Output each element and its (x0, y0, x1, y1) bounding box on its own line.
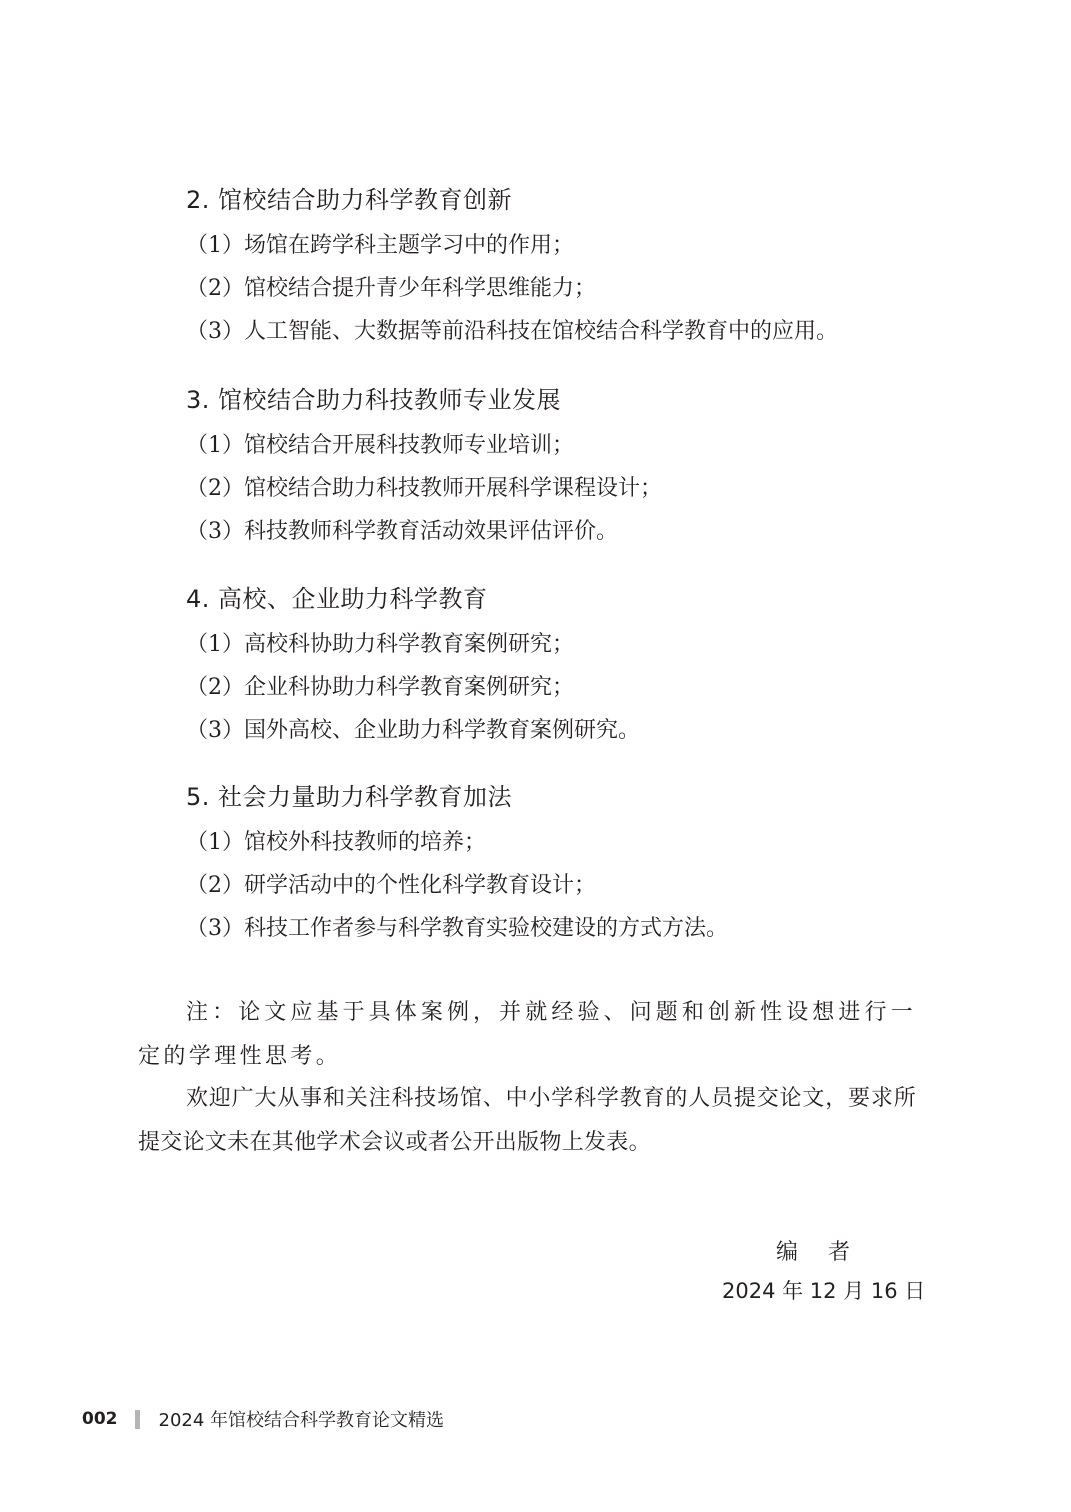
section-3 (186, 384, 926, 553)
editor-signature: 编者 (776, 1240, 881, 1265)
section-5 (186, 781, 926, 950)
list-item: （1）馆校外科技教师的培养； (186, 830, 486, 855)
list-item: （1）高校科协助力科学教育案例研究； (186, 632, 574, 657)
list-item: （2）企业科协助力科学教育案例研究； (186, 675, 574, 700)
list-item: （1）场馆在跨学科主题学习中的作用； (186, 233, 574, 258)
footer-divider (135, 1410, 140, 1429)
section-2 (186, 184, 926, 353)
page-number: 002 (82, 1409, 118, 1429)
list-item: （3）人工智能、大数据等前沿科技在馆校结合科学教育中的应用。 (186, 319, 838, 344)
section-title: 2. 馆校结合助力科学教育创新 (186, 186, 513, 214)
section-title: 4. 高校、企业助力科学教育 (186, 585, 488, 613)
book-title: 2024 年馆校结合科学教育论文精选 (158, 1410, 445, 1431)
list-item: （3）科技工作者参与科学教育实验校建设的方式方法。 (186, 916, 728, 941)
list-item: （2）馆校结合提升青少年科学思维能力； (186, 276, 596, 301)
section-title: 3. 馆校结合助力科技教师专业发展 (186, 386, 562, 414)
list-item: （2）研学活动中的个性化科学教育设计； (186, 873, 596, 898)
list-item: （3）科技教师科学教育活动效果评估评价。 (186, 519, 618, 544)
section-4 (186, 583, 926, 752)
signature-date: 2024 年 12 月 16 日 (722, 1279, 926, 1303)
note-paragraph: 注：论文应基于具体案例，并就经验、问题和创新性设想进行一定的学理性思考。 (138, 1000, 916, 1069)
page-footer (82, 1404, 444, 1434)
list-item: （2）馆校结合助力科技教师开展科学课程设计； (186, 476, 662, 501)
list-item: （3）国外高校、企业助力科学教育案例研究。 (186, 718, 640, 743)
invitation-paragraph: 欢迎广大从事和关注科技场馆、中小学科学教育的人员提交论文，要求所提交论文未在其他学术会议或者公开出版物上发表。 (138, 1086, 916, 1155)
section-title: 5. 社会力量助力科学教育加法 (186, 783, 513, 811)
list-item: （1）馆校结合开展科技教师专业培训； (186, 433, 574, 458)
